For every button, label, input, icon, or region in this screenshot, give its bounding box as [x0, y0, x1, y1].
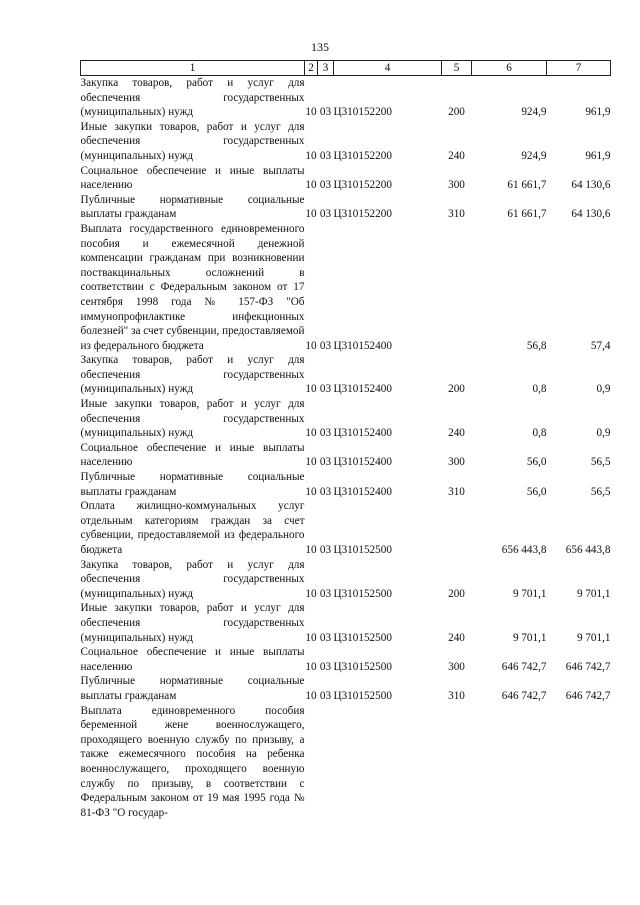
row-amount-year-2: 64 130,6: [571, 208, 611, 221]
row-target-article: Ц310152200: [333, 179, 392, 192]
table-row: [81, 441, 611, 470]
row-amount-year-2: 56,5: [590, 456, 611, 469]
row-section: 10: [305, 485, 317, 498]
row-subsection: 03: [319, 106, 332, 119]
row-section: 10: [305, 149, 317, 162]
row-name: Социальное обеспечение и иные выплаты населению: [80, 441, 305, 469]
row-amount-year-1: 646 742,7: [501, 689, 547, 702]
row-amount-year-1: 656 443,8: [501, 544, 547, 556]
row-target-article: Ц310152200: [333, 149, 392, 162]
row-subsection: 03: [319, 383, 332, 396]
header-col-5: 5: [442, 61, 472, 76]
row-expense-type: 300: [448, 179, 465, 192]
row-subsection: 03: [319, 660, 332, 673]
row-name: Закупка товаров, работ и услуг для обеспечения государственных (муниципальных) нужд: [80, 354, 305, 396]
row-name: Иные закупки товаров, работ и услуг для обеспечения государственных (муниципальных) нужд: [80, 602, 305, 644]
row-expense-type: 240: [448, 149, 465, 162]
row-section: 10: [305, 339, 317, 352]
table-row: [81, 601, 611, 645]
row-expense-type: 200: [448, 383, 465, 396]
table-header-row: [81, 61, 611, 76]
row-subsection: 03: [319, 149, 332, 162]
row-expense-type: 200: [448, 106, 465, 119]
row-expense-type: 310: [448, 689, 465, 702]
header-col-4: 4: [334, 61, 442, 76]
row-name: Выплата единовременного пособия беременной жене военнослужащего, проходящего военную службу по призыву, а также ежемесячного пособия на ребенка военнослужащего, проходящего военную службу по призыву, в соответствии с Федеральным законом от 19 мая 1995 года № 81-ФЗ "О государ-: [80, 704, 305, 819]
header-col-1: 1: [81, 61, 305, 76]
header-col-3: 3: [318, 61, 334, 76]
row-amount-year-2: 9 701,1: [576, 631, 611, 644]
row-subsection: 03: [319, 631, 332, 644]
row-section: 10: [305, 689, 317, 702]
row-amount-year-2: 56,5: [590, 485, 611, 498]
row-name: Социальное обеспечение и иные выплаты населению: [80, 164, 305, 192]
row-expense-type: [442, 704, 472, 821]
row-amount-year-2: 646 742,7: [565, 660, 611, 673]
row-expense-type: 240: [448, 631, 465, 644]
row-section: 10: [305, 587, 317, 600]
table-row: [81, 76, 611, 120]
row-amount-year-2: [547, 704, 611, 821]
row-expense-type: 310: [448, 208, 465, 221]
row-name: Оплата жилищно-коммунальных услуг отдельным категориям граждан за счет субвенции, предоставляемой из федерального бюджета: [80, 500, 305, 556]
row-amount-year-1: 56,8: [526, 339, 547, 352]
table-row: [81, 353, 611, 397]
row-amount-year-1: 56,0: [526, 456, 547, 469]
row-name: Иные закупки товаров, работ и услуг для обеспечения государственных (муниципальных) нужд: [80, 398, 305, 440]
table-row: [81, 397, 611, 441]
row-section: 10: [305, 208, 317, 221]
row-target-article: Ц310152200: [333, 106, 392, 119]
row-amount-year-1: 61 661,7: [507, 179, 547, 192]
table-body: [81, 76, 611, 821]
row-subsection: 03: [319, 179, 332, 192]
row-amount-year-1: 646 742,7: [501, 660, 547, 673]
row-section: 10: [305, 660, 317, 673]
row-amount-year-2: 64 130,6: [571, 179, 611, 192]
row-section: 10: [305, 456, 317, 469]
header-col-7: 7: [547, 61, 611, 76]
row-amount-year-2: 9 701,1: [576, 587, 611, 600]
header-col-2: 2: [305, 61, 318, 76]
row-name: Социальное обеспечение и иные выплаты населению: [80, 646, 305, 673]
row-amount-year-1: 0,8: [532, 383, 547, 396]
row-name: Иные закупки товаров, работ и услуг для обеспечения государственных (муниципальных) нужд: [80, 120, 305, 162]
row-expense-type: 300: [448, 660, 465, 673]
row-target-article: Ц310152400: [333, 485, 392, 498]
table-row: [81, 164, 611, 193]
row-expense-type: 300: [448, 456, 465, 469]
row-target-article: Ц310152400: [333, 456, 392, 469]
budget-table: [80, 60, 611, 820]
row-section: 10: [305, 106, 317, 119]
row-section: 10: [305, 179, 317, 192]
row-amount-year-1: 0,8: [532, 427, 547, 440]
row-subsection: 03: [319, 339, 332, 352]
row-name: Публичные нормативные социальные выплаты гражданам: [80, 675, 305, 702]
row-amount-year-2: 656 443,8: [565, 544, 611, 556]
row-section: 10: [305, 383, 317, 396]
row-target-article: Ц310152500: [333, 631, 392, 644]
row-target-article: Ц310152200: [333, 208, 392, 221]
row-amount-year-2: 961,9: [585, 106, 611, 119]
row-amount-year-1: 61 661,7: [507, 208, 547, 221]
row-expense-type: 240: [448, 427, 465, 440]
table-row: [81, 222, 611, 353]
row-name: Публичные нормативные социальные выплаты гражданам: [80, 471, 305, 498]
row-amount-year-1: [472, 704, 547, 821]
row-subsection: 03: [319, 456, 332, 469]
table-row: [81, 645, 611, 674]
table-row: [81, 193, 611, 222]
row-subsection: 03: [319, 689, 332, 702]
row-amount-year-2: 0,9: [596, 427, 611, 440]
row-amount-year-2: 0,9: [596, 383, 611, 396]
row-name: Закупка товаров, работ и услуг для обеспечения государственных (муниципальных) нужд: [80, 558, 305, 600]
row-subsection: 03: [319, 427, 332, 440]
row-target-article: Ц310152500: [333, 587, 392, 600]
table-row: [81, 558, 611, 602]
row-amount-year-1: 9 701,1: [512, 631, 547, 644]
row-amount-year-2: 961,9: [585, 149, 611, 162]
row-target-article: Ц310152500: [333, 660, 392, 673]
table-row: [81, 704, 611, 821]
row-amount-year-2: 646 742,7: [565, 689, 611, 702]
row-expense-type: [442, 499, 472, 557]
row-target-article: Ц310152500: [333, 544, 392, 556]
row-target-article: Ц310152500: [333, 689, 392, 702]
row-target-article: Ц310152400: [333, 427, 392, 440]
row-section: 10: [305, 631, 317, 644]
table-row: [81, 499, 611, 557]
row-amount-year-1: 56,0: [526, 485, 547, 498]
row-section: 10: [305, 427, 317, 440]
row-section: 10: [305, 544, 317, 556]
row-target-article: Ц310152400: [333, 383, 392, 396]
table-row: [81, 120, 611, 164]
row-amount-year-2: 57,4: [590, 339, 611, 352]
page-number: 135: [311, 40, 329, 54]
row-amount-year-1: 9 701,1: [512, 587, 547, 600]
row-expense-type: 310: [448, 485, 465, 498]
row-subsection: 03: [319, 587, 332, 600]
row-name: Закупка товаров, работ и услуг для обеспечения государственных (муниципальных) нужд: [80, 77, 305, 119]
row-subsection: 03: [319, 208, 332, 221]
header-col-6: 6: [472, 61, 547, 76]
row-target-article: Ц310152400: [333, 339, 392, 352]
row-expense-type: 200: [448, 587, 465, 600]
row-subsection: [318, 704, 334, 821]
row-subsection: 03: [319, 485, 332, 498]
table-row: [81, 674, 611, 703]
row-expense-type: [442, 222, 472, 353]
row-subsection: 03: [319, 544, 332, 556]
row-name: Публичные нормативные социальные выплаты гражданам: [80, 193, 305, 221]
row-amount-year-1: 924,9: [521, 106, 547, 119]
row-amount-year-1: 924,9: [521, 149, 547, 162]
row-target-article: [334, 704, 442, 821]
table-row: [81, 470, 611, 499]
row-section: [305, 704, 318, 821]
row-name: Выплата государственного единовременного пособия и ежемесячной денежной компенсации гражданам при возникновении поствакцинальных осложнений в соответствии с Федеральным законом от 17 сентября 1998 года № 157-ФЗ "Об иммунопрофилактике инфекционных болезней" за счет субвенции, предоставляемой из федерального бюджета: [80, 222, 305, 352]
